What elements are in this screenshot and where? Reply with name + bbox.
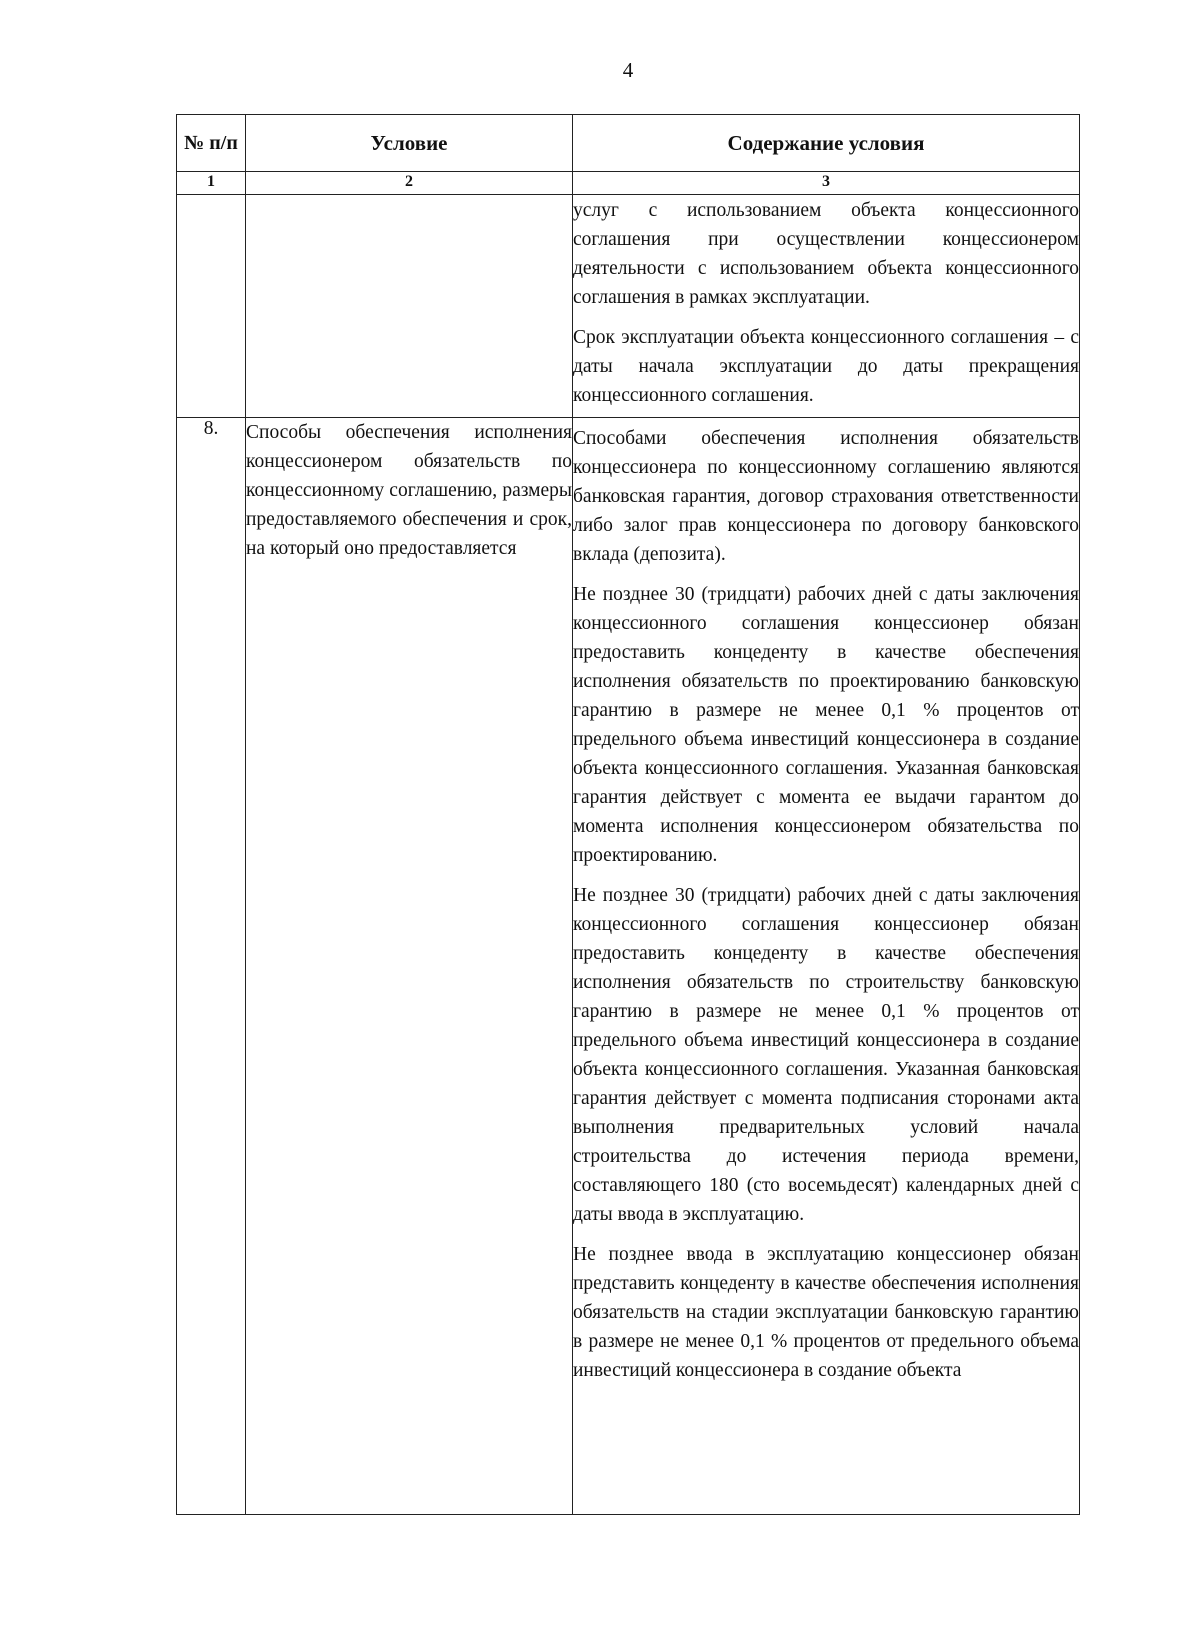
conditions-table — [176, 114, 1080, 1515]
column-index-2: 2 — [246, 172, 573, 195]
content-paragraph: услуг с использованием объекта концессионного соглашения при осуществлении концессионером деятельности с использованием объекта концессионного соглашения в рамках эксплуатации. — [573, 200, 1079, 308]
row-content — [573, 418, 1080, 1515]
content-paragraph: Не позднее ввода в эксплуатацию концессионер обязан представить концеденту в качестве обеспечения исполнения обязательств на стадии эксплуатации банковскую гарантию в размере не менее 0,1 % процентов от предельного объема инвестиций концессионера в создание объекта — [573, 1244, 1079, 1381]
row-content — [573, 195, 1080, 418]
header-condition: Условие — [246, 115, 573, 172]
content-paragraph: Не позднее 30 (тридцати) рабочих дней с даты заключения концессионного соглашения концессионер обязан предоставить концеденту в качестве обеспечения исполнения обязательств по проектированию банковскую гарантию в размере не менее 0,1 % процентов от предельного объема инвестиций концессионера в создание объекта концессионного соглашения. Указанная банковская гарантия действует с момента ее выдачи гарантом до момента исполнения концессионером обязательства по проектированию. — [573, 584, 1079, 866]
table-header-row — [177, 115, 1080, 172]
content-paragraph: Срок эксплуатации объекта концессионного соглашения – с даты начала эксплуатации до даты прекращения концессионного соглашения. — [573, 327, 1079, 406]
row-number: 8. — [177, 418, 246, 1515]
content-paragraph: Способами обеспечения исполнения обязательств концессионера по концессионному соглашению являются банковская гарантия, договор страхования ответственности либо залог прав концессионера по договору банковского вклада (депозита). — [573, 428, 1079, 565]
row-number — [177, 195, 246, 418]
table-row — [177, 195, 1080, 418]
column-index-3: 3 — [573, 172, 1080, 195]
column-index-1: 1 — [177, 172, 246, 195]
header-number: № п/п — [177, 115, 246, 172]
row-condition — [246, 195, 573, 418]
content-paragraph: Не позднее 30 (тридцати) рабочих дней с даты заключения концессионного соглашения концессионер обязан предоставить концеденту в качестве обеспечения исполнения обязательств по строительству банковскую гарантию в размере не менее 0,1 % процентов от предельного объема инвестиций концессионера в создание объекта концессионного соглашения. Указанная банковская гарантия действует с момента подписания сторонами акта выполнения предварительных условий начала строительства до истечения периода времени, составляющего 180 (сто восемьдесят) календарных дней с даты ввода в эксплуатацию. — [573, 885, 1079, 1225]
page-number: 4 — [622, 58, 634, 82]
row-condition: Способы обеспечения исполнения концессионером обязательств по концессионному соглашению, размеры предоставляемого обеспечения и срок, на который оно предоставляется — [246, 418, 573, 1515]
table-row — [177, 418, 1080, 1515]
column-index-row — [177, 172, 1080, 195]
header-content: Содержание условия — [573, 115, 1080, 172]
